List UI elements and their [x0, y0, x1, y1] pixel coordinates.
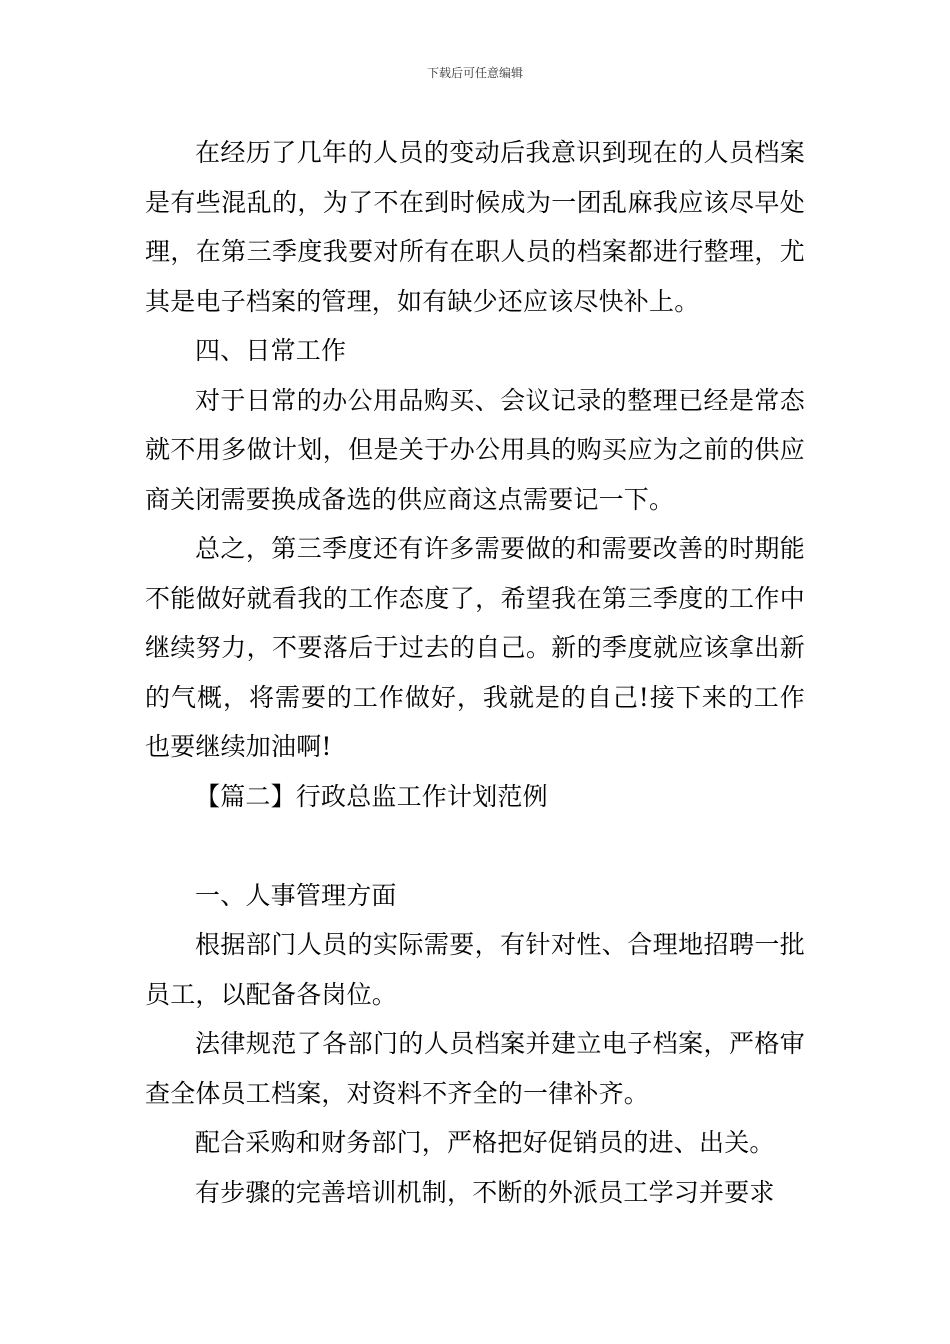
paragraph-personnel-files: 法律规范了各部门的人员档案并建立电子档案，严格审查全体员工档案，对资料不齐全的一律补齐。: [145, 1029, 805, 1108]
paragraph-training: 有步骤的完善培训机制，不断的外派员工学习并要求: [195, 1177, 775, 1207]
header-note: 下载后可任意编辑: [426, 66, 523, 80]
paragraph-daily-work: 对于日常的办公用品购买、会议记录的整理已经是常态就不用多做计划，但是关于办公用具的购买应为之前的供应商关闭需要换成备选的供应商这点需要记一下。: [145, 385, 805, 514]
blank-line: [145, 821, 805, 871]
document-body: [145, 128, 805, 1217]
paragraph-archive-management: 在经历了几年的人员的变动后我意识到现在的人员档案是有些混乱的，为了不在到时候成为一团乱麻我应该尽早处理，在第三季度我要对所有在职人员的档案都进行整理，尤其是电子档案的管理，如有缺少还应该尽快补上。: [145, 138, 805, 316]
paragraph-summary: 总之，第三季度还有许多需要做的和需要改善的时期能不能做好就看我的工作态度了，希望我在第三季度的工作中继续努力，不要落后于过去的自己。新的季度就应该拿出新的气概，将需要的工作做好，我就是的自己!接下来的工作也要继续加油啊!: [145, 534, 805, 761]
paragraph-recruitment: 根据部门人员的实际需要，有针对性、合理地招聘一批员工，以配备各岗位。: [145, 930, 805, 1009]
section-heading-hr-management: 一、人事管理方面: [195, 880, 397, 910]
article-title-part-two: 【篇二】行政总监工作计划范例: [195, 781, 548, 811]
paragraph-promoter-control: 配合采购和财务部门，严格把好促销员的进、出关。: [195, 1128, 775, 1157]
section-heading-daily-work: 四、日常工作: [195, 336, 347, 365]
